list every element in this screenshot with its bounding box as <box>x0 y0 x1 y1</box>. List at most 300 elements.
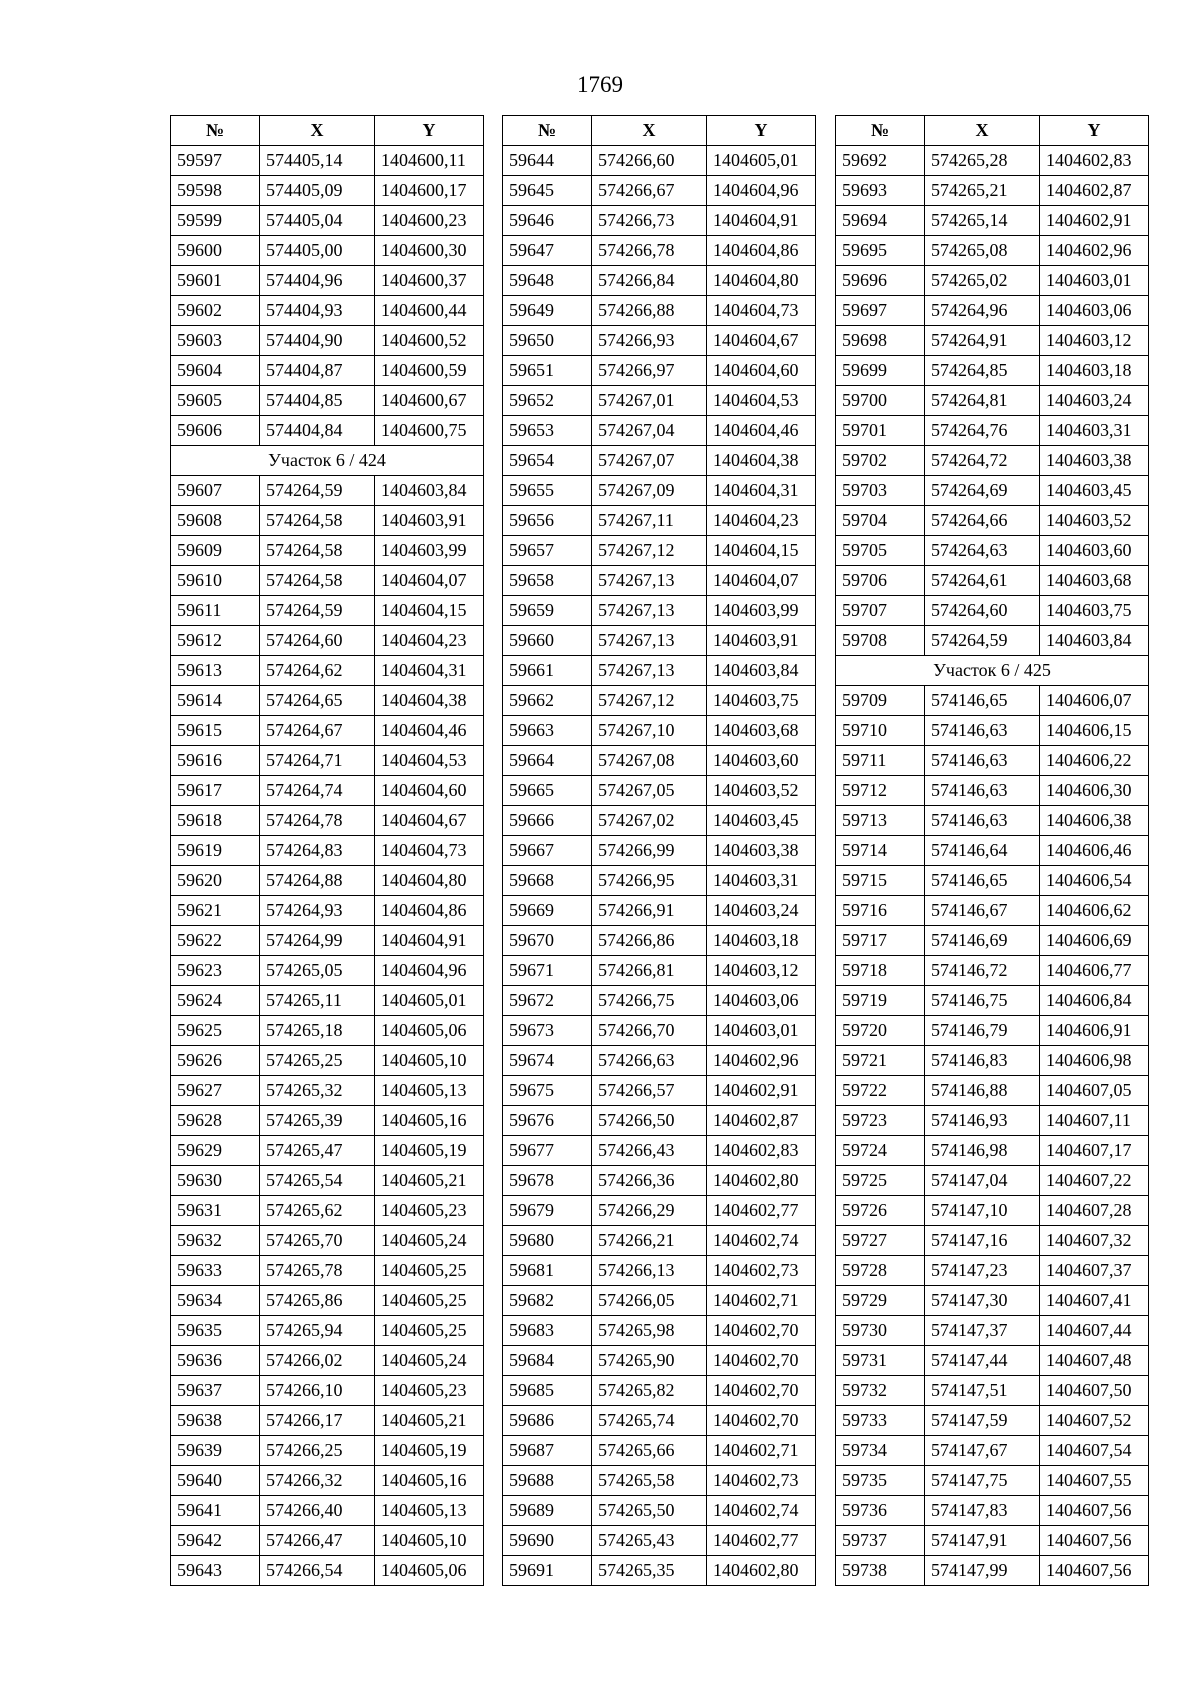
table-row <box>171 1046 484 1076</box>
y-coordinate-cell: 1404604,60 <box>375 776 484 806</box>
x-coordinate-cell: 574147,04 <box>925 1166 1040 1196</box>
x-coordinate-cell: 574266,97 <box>592 356 707 386</box>
y-coordinate-cell: 1404602,83 <box>1040 146 1149 176</box>
y-coordinate-cell: 1404605,13 <box>375 1076 484 1106</box>
point-number-cell: 59658 <box>503 566 592 596</box>
point-number-cell: 59675 <box>503 1076 592 1106</box>
point-number-cell: 59688 <box>503 1466 592 1496</box>
table-row <box>836 1496 1149 1526</box>
y-coordinate-cell: 1404602,91 <box>1040 206 1149 236</box>
point-number-cell: 59678 <box>503 1166 592 1196</box>
table-row <box>503 236 816 266</box>
y-coordinate-cell: 1404603,99 <box>375 536 484 566</box>
point-number-cell: 59703 <box>836 476 925 506</box>
coordinates-table-2 <box>502 115 816 1586</box>
table-row <box>171 986 484 1016</box>
table-row <box>836 836 1149 866</box>
x-coordinate-cell: 574265,66 <box>592 1436 707 1466</box>
point-number-cell: 59729 <box>836 1286 925 1316</box>
y-coordinate-cell: 1404602,96 <box>707 1046 816 1076</box>
table-row <box>503 986 816 1016</box>
point-number-cell: 59735 <box>836 1466 925 1496</box>
x-coordinate-cell: 574264,65 <box>260 686 375 716</box>
y-coordinate-cell: 1404603,84 <box>1040 626 1149 656</box>
table-row <box>503 1286 816 1316</box>
table-row <box>171 1466 484 1496</box>
y-coordinate-cell: 1404606,77 <box>1040 956 1149 986</box>
x-coordinate-cell: 574266,54 <box>260 1556 375 1586</box>
x-coordinate-cell: 574267,12 <box>592 536 707 566</box>
point-number-cell: 59672 <box>503 986 592 1016</box>
x-coordinate-cell: 574146,63 <box>925 746 1040 776</box>
y-coordinate-cell: 1404606,22 <box>1040 746 1149 776</box>
point-number-cell: 59600 <box>171 236 260 266</box>
x-coordinate-cell: 574266,84 <box>592 266 707 296</box>
point-number-cell: 59669 <box>503 896 592 926</box>
table-row <box>836 1256 1149 1286</box>
table-row <box>171 1526 484 1556</box>
x-coordinate-cell: 574266,29 <box>592 1196 707 1226</box>
point-number-cell: 59623 <box>171 956 260 986</box>
x-coordinate-cell: 574146,98 <box>925 1136 1040 1166</box>
y-coordinate-cell: 1404607,32 <box>1040 1226 1149 1256</box>
point-number-cell: 59636 <box>171 1346 260 1376</box>
point-number-cell: 59624 <box>171 986 260 1016</box>
table-row <box>503 716 816 746</box>
y-coordinate-cell: 1404600,75 <box>375 416 484 446</box>
table-row <box>503 596 816 626</box>
x-coordinate-cell: 574265,74 <box>592 1406 707 1436</box>
table-row <box>503 1106 816 1136</box>
table-row <box>171 1166 484 1196</box>
y-coordinate-cell: 1404607,56 <box>1040 1496 1149 1526</box>
point-number-cell: 59700 <box>836 386 925 416</box>
y-coordinate-cell: 1404602,70 <box>707 1406 816 1436</box>
table-row <box>503 506 816 536</box>
section-title: Участок 6 / 424 <box>171 446 484 476</box>
header-row <box>503 116 816 146</box>
y-coordinate-cell: 1404605,24 <box>375 1346 484 1376</box>
table-row <box>503 1136 816 1166</box>
point-number-cell: 59639 <box>171 1436 260 1466</box>
y-coordinate-cell: 1404605,25 <box>375 1316 484 1346</box>
point-number-cell: 59699 <box>836 356 925 386</box>
table-row <box>836 806 1149 836</box>
table-row <box>171 716 484 746</box>
y-coordinate-cell: 1404602,71 <box>707 1436 816 1466</box>
x-coordinate-cell: 574265,58 <box>592 1466 707 1496</box>
x-coordinate-cell: 574267,08 <box>592 746 707 776</box>
y-coordinate-cell: 1404603,45 <box>707 806 816 836</box>
table-row <box>171 146 484 176</box>
x-coordinate-cell: 574264,58 <box>260 506 375 536</box>
point-number-cell: 59733 <box>836 1406 925 1436</box>
y-coordinate-cell: 1404603,68 <box>707 716 816 746</box>
point-number-cell: 59613 <box>171 656 260 686</box>
point-number-cell: 59710 <box>836 716 925 746</box>
point-number-cell: 59732 <box>836 1376 925 1406</box>
table-row <box>171 1196 484 1226</box>
section-title: Участок 6 / 425 <box>836 656 1149 686</box>
x-coordinate-cell: 574265,32 <box>260 1076 375 1106</box>
table-row <box>503 656 816 686</box>
y-coordinate-cell: 1404605,10 <box>375 1046 484 1076</box>
x-coordinate-cell: 574264,59 <box>260 596 375 626</box>
y-coordinate-cell: 1404606,91 <box>1040 1016 1149 1046</box>
point-number-cell: 59612 <box>171 626 260 656</box>
table-row <box>836 686 1149 716</box>
table-row <box>503 1556 816 1586</box>
x-coordinate-cell: 574265,39 <box>260 1106 375 1136</box>
point-number-cell: 59718 <box>836 956 925 986</box>
table-row <box>836 146 1149 176</box>
x-coordinate-cell: 574265,82 <box>592 1376 707 1406</box>
table-row <box>171 1286 484 1316</box>
y-coordinate-cell: 1404605,19 <box>375 1136 484 1166</box>
y-coordinate-cell: 1404607,37 <box>1040 1256 1149 1286</box>
y-coordinate-cell: 1404604,86 <box>707 236 816 266</box>
point-number-cell: 59698 <box>836 326 925 356</box>
x-coordinate-cell: 574265,54 <box>260 1166 375 1196</box>
table-row <box>836 1466 1149 1496</box>
x-coordinate-cell: 574264,83 <box>260 836 375 866</box>
y-coordinate-cell: 1404605,01 <box>375 986 484 1016</box>
y-coordinate-cell: 1404603,68 <box>1040 566 1149 596</box>
table-row <box>503 296 816 326</box>
x-coordinate-cell: 574266,17 <box>260 1406 375 1436</box>
x-coordinate-cell: 574265,50 <box>592 1496 707 1526</box>
point-number-cell: 59656 <box>503 506 592 536</box>
y-coordinate-cell: 1404602,70 <box>707 1376 816 1406</box>
point-number-cell: 59657 <box>503 536 592 566</box>
point-number-cell: 59603 <box>171 326 260 356</box>
table-row <box>836 1526 1149 1556</box>
coordinates-table-1 <box>170 115 484 1586</box>
table-row <box>171 176 484 206</box>
x-coordinate-cell: 574265,35 <box>592 1556 707 1586</box>
y-coordinate-cell: 1404603,84 <box>707 656 816 686</box>
y-coordinate-cell: 1404605,21 <box>375 1406 484 1436</box>
table-row <box>171 536 484 566</box>
x-coordinate-cell: 574266,25 <box>260 1436 375 1466</box>
point-number-cell: 59708 <box>836 626 925 656</box>
point-number-cell: 59713 <box>836 806 925 836</box>
table-row <box>503 386 816 416</box>
table-row <box>503 806 816 836</box>
point-number-cell: 59646 <box>503 206 592 236</box>
point-number-cell: 59663 <box>503 716 592 746</box>
point-number-cell: 59634 <box>171 1286 260 1316</box>
x-coordinate-cell: 574264,62 <box>260 656 375 686</box>
y-coordinate-cell: 1404600,17 <box>375 176 484 206</box>
table-row <box>171 866 484 896</box>
table-row <box>836 476 1149 506</box>
x-coordinate-cell: 574264,78 <box>260 806 375 836</box>
point-number-cell: 59641 <box>171 1496 260 1526</box>
table-row <box>503 446 816 476</box>
point-number-cell: 59712 <box>836 776 925 806</box>
table-row <box>171 566 484 596</box>
x-coordinate-cell: 574265,11 <box>260 986 375 1016</box>
x-coordinate-cell: 574146,88 <box>925 1076 1040 1106</box>
point-number-cell: 59673 <box>503 1016 592 1046</box>
table-row <box>171 596 484 626</box>
y-coordinate-cell: 1404607,48 <box>1040 1346 1149 1376</box>
x-coordinate-cell: 574267,13 <box>592 626 707 656</box>
point-number-cell: 59650 <box>503 326 592 356</box>
table-row <box>503 746 816 776</box>
table-row <box>503 1346 816 1376</box>
x-coordinate-cell: 574404,84 <box>260 416 375 446</box>
x-coordinate-cell: 574404,93 <box>260 296 375 326</box>
y-coordinate-cell: 1404604,73 <box>707 296 816 326</box>
y-coordinate-cell: 1404605,10 <box>375 1526 484 1556</box>
x-coordinate-cell: 574404,96 <box>260 266 375 296</box>
table-row <box>836 1556 1149 1586</box>
x-coordinate-cell: 574267,13 <box>592 596 707 626</box>
table-row <box>836 1046 1149 1076</box>
table-row <box>171 1316 484 1346</box>
y-coordinate-cell: 1404606,07 <box>1040 686 1149 716</box>
x-coordinate-cell: 574147,23 <box>925 1256 1040 1286</box>
x-coordinate-cell: 574264,74 <box>260 776 375 806</box>
table-row <box>503 686 816 716</box>
point-number-cell: 59642 <box>171 1526 260 1556</box>
x-coordinate-cell: 574264,58 <box>260 566 375 596</box>
point-number-cell: 59662 <box>503 686 592 716</box>
x-coordinate-cell: 574266,95 <box>592 866 707 896</box>
point-number-cell: 59716 <box>836 896 925 926</box>
y-coordinate-cell: 1404604,60 <box>707 356 816 386</box>
x-coordinate-cell: 574265,05 <box>260 956 375 986</box>
y-coordinate-cell: 1404603,06 <box>707 986 816 1016</box>
point-number-cell: 59607 <box>171 476 260 506</box>
point-number-cell: 59655 <box>503 476 592 506</box>
table-row <box>171 1346 484 1376</box>
point-number-cell: 59648 <box>503 266 592 296</box>
table-row <box>171 1106 484 1136</box>
y-coordinate-cell: 1404603,31 <box>1040 416 1149 446</box>
point-number-cell: 59649 <box>503 296 592 326</box>
x-coordinate-cell: 574264,76 <box>925 416 1040 446</box>
point-number-cell: 59629 <box>171 1136 260 1166</box>
x-coordinate-cell: 574265,86 <box>260 1286 375 1316</box>
table-row <box>171 506 484 536</box>
point-number-cell: 59705 <box>836 536 925 566</box>
point-number-cell: 59614 <box>171 686 260 716</box>
point-number-cell: 59697 <box>836 296 925 326</box>
table-row <box>836 566 1149 596</box>
point-number-cell: 59619 <box>171 836 260 866</box>
y-coordinate-cell: 1404605,16 <box>375 1106 484 1136</box>
x-coordinate-cell: 574146,65 <box>925 686 1040 716</box>
table-row <box>503 776 816 806</box>
y-coordinate-cell: 1404607,11 <box>1040 1106 1149 1136</box>
table-row <box>503 416 816 446</box>
y-coordinate-cell: 1404607,55 <box>1040 1466 1149 1496</box>
y-coordinate-cell: 1404607,05 <box>1040 1076 1149 1106</box>
y-coordinate-cell: 1404603,84 <box>375 476 484 506</box>
x-coordinate-cell: 574266,91 <box>592 896 707 926</box>
point-number-cell: 59676 <box>503 1106 592 1136</box>
table-row <box>836 1106 1149 1136</box>
y-coordinate-cell: 1404605,06 <box>375 1556 484 1586</box>
x-coordinate-cell: 574404,85 <box>260 386 375 416</box>
table-row <box>503 1466 816 1496</box>
point-number-cell: 59615 <box>171 716 260 746</box>
x-coordinate-cell: 574266,10 <box>260 1376 375 1406</box>
table-row <box>171 1436 484 1466</box>
table-row <box>171 1076 484 1106</box>
table-row <box>836 536 1149 566</box>
point-number-cell: 59659 <box>503 596 592 626</box>
point-number-cell: 59601 <box>171 266 260 296</box>
x-coordinate-cell: 574265,47 <box>260 1136 375 1166</box>
x-coordinate-cell: 574147,91 <box>925 1526 1040 1556</box>
x-coordinate-cell: 574146,75 <box>925 986 1040 1016</box>
header-x: X <box>260 116 375 146</box>
point-number-cell: 59633 <box>171 1256 260 1286</box>
table-row <box>836 596 1149 626</box>
x-coordinate-cell: 574267,13 <box>592 656 707 686</box>
x-coordinate-cell: 574266,50 <box>592 1106 707 1136</box>
y-coordinate-cell: 1404604,96 <box>375 956 484 986</box>
x-coordinate-cell: 574146,63 <box>925 776 1040 806</box>
point-number-cell: 59727 <box>836 1226 925 1256</box>
point-number-cell: 59625 <box>171 1016 260 1046</box>
point-number-cell: 59628 <box>171 1106 260 1136</box>
x-coordinate-cell: 574267,11 <box>592 506 707 536</box>
header-number: № <box>503 116 592 146</box>
point-number-cell: 59709 <box>836 686 925 716</box>
y-coordinate-cell: 1404600,11 <box>375 146 484 176</box>
point-number-cell: 59686 <box>503 1406 592 1436</box>
point-number-cell: 59702 <box>836 446 925 476</box>
table-row <box>503 206 816 236</box>
y-coordinate-cell: 1404607,22 <box>1040 1166 1149 1196</box>
y-coordinate-cell: 1404605,16 <box>375 1466 484 1496</box>
point-number-cell: 59674 <box>503 1046 592 1076</box>
y-coordinate-cell: 1404606,54 <box>1040 866 1149 896</box>
y-coordinate-cell: 1404605,23 <box>375 1196 484 1226</box>
point-number-cell: 59711 <box>836 746 925 776</box>
y-coordinate-cell: 1404600,59 <box>375 356 484 386</box>
y-coordinate-cell: 1404603,18 <box>707 926 816 956</box>
table-row <box>836 1196 1149 1226</box>
point-number-cell: 59717 <box>836 926 925 956</box>
table-row <box>503 1376 816 1406</box>
table-row <box>171 626 484 656</box>
point-number-cell: 59736 <box>836 1496 925 1526</box>
x-coordinate-cell: 574405,14 <box>260 146 375 176</box>
point-number-cell: 59602 <box>171 296 260 326</box>
x-coordinate-cell: 574265,25 <box>260 1046 375 1076</box>
table-row <box>836 776 1149 806</box>
table-row <box>503 536 816 566</box>
x-coordinate-cell: 574265,94 <box>260 1316 375 1346</box>
table-row <box>836 296 1149 326</box>
page-number: 1769 <box>577 72 623 97</box>
y-coordinate-cell: 1404604,86 <box>375 896 484 926</box>
table-row <box>503 866 816 896</box>
y-coordinate-cell: 1404602,71 <box>707 1286 816 1316</box>
x-coordinate-cell: 574266,73 <box>592 206 707 236</box>
point-number-cell: 59728 <box>836 1256 925 1286</box>
y-coordinate-cell: 1404607,41 <box>1040 1286 1149 1316</box>
y-coordinate-cell: 1404603,99 <box>707 596 816 626</box>
table-row <box>171 266 484 296</box>
point-number-cell: 59645 <box>503 176 592 206</box>
y-coordinate-cell: 1404607,50 <box>1040 1376 1149 1406</box>
section-row <box>171 446 484 476</box>
x-coordinate-cell: 574265,90 <box>592 1346 707 1376</box>
y-coordinate-cell: 1404603,12 <box>707 956 816 986</box>
header-number: № <box>171 116 260 146</box>
table-row <box>503 1076 816 1106</box>
point-number-cell: 59685 <box>503 1376 592 1406</box>
x-coordinate-cell: 574146,67 <box>925 896 1040 926</box>
y-coordinate-cell: 1404606,38 <box>1040 806 1149 836</box>
y-coordinate-cell: 1404600,37 <box>375 266 484 296</box>
point-number-cell: 59696 <box>836 266 925 296</box>
x-coordinate-cell: 574405,04 <box>260 206 375 236</box>
y-coordinate-cell: 1404602,70 <box>707 1346 816 1376</box>
x-coordinate-cell: 574264,99 <box>260 926 375 956</box>
y-coordinate-cell: 1404602,87 <box>707 1106 816 1136</box>
point-number-cell: 59680 <box>503 1226 592 1256</box>
y-coordinate-cell: 1404605,19 <box>375 1436 484 1466</box>
point-number-cell: 59725 <box>836 1166 925 1196</box>
table-row <box>836 896 1149 926</box>
point-number-cell: 59715 <box>836 866 925 896</box>
table-row <box>503 956 816 986</box>
table-row <box>171 206 484 236</box>
y-coordinate-cell: 1404604,15 <box>707 536 816 566</box>
y-coordinate-cell: 1404605,24 <box>375 1226 484 1256</box>
point-number-cell: 59684 <box>503 1346 592 1376</box>
table-row <box>171 806 484 836</box>
x-coordinate-cell: 574266,21 <box>592 1226 707 1256</box>
x-coordinate-cell: 574265,43 <box>592 1526 707 1556</box>
point-number-cell: 59730 <box>836 1316 925 1346</box>
y-coordinate-cell: 1404603,91 <box>707 626 816 656</box>
x-coordinate-cell: 574265,70 <box>260 1226 375 1256</box>
y-coordinate-cell: 1404604,31 <box>707 476 816 506</box>
y-coordinate-cell: 1404603,60 <box>1040 536 1149 566</box>
y-coordinate-cell: 1404604,46 <box>375 716 484 746</box>
table-row <box>836 1376 1149 1406</box>
x-coordinate-cell: 574265,02 <box>925 266 1040 296</box>
point-number-cell: 59653 <box>503 416 592 446</box>
x-coordinate-cell: 574266,05 <box>592 1286 707 1316</box>
point-number-cell: 59640 <box>171 1466 260 1496</box>
y-coordinate-cell: 1404605,13 <box>375 1496 484 1526</box>
point-number-cell: 59691 <box>503 1556 592 1586</box>
y-coordinate-cell: 1404602,91 <box>707 1076 816 1106</box>
point-number-cell: 59643 <box>171 1556 260 1586</box>
table-row <box>503 896 816 926</box>
point-number-cell: 59630 <box>171 1166 260 1196</box>
point-number-cell: 59682 <box>503 1286 592 1316</box>
y-coordinate-cell: 1404603,12 <box>1040 326 1149 356</box>
x-coordinate-cell: 574147,10 <box>925 1196 1040 1226</box>
x-coordinate-cell: 574264,71 <box>260 746 375 776</box>
x-coordinate-cell: 574265,21 <box>925 176 1040 206</box>
y-coordinate-cell: 1404606,62 <box>1040 896 1149 926</box>
point-number-cell: 59638 <box>171 1406 260 1436</box>
y-coordinate-cell: 1404606,30 <box>1040 776 1149 806</box>
x-coordinate-cell: 574146,65 <box>925 866 1040 896</box>
